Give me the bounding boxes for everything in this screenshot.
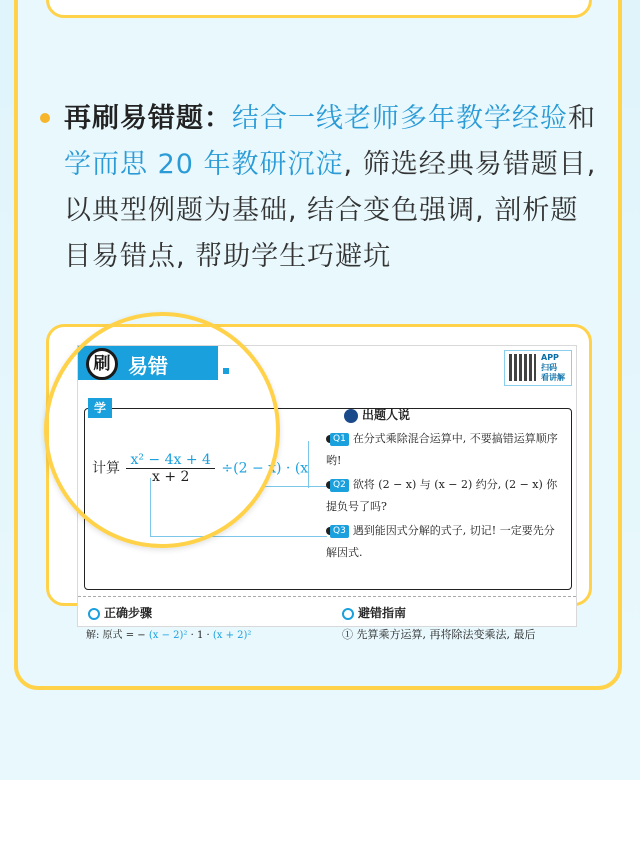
connector-line bbox=[308, 441, 309, 488]
previous-card-bottom bbox=[46, 0, 592, 18]
feature-heading: 再刷易错题： bbox=[64, 103, 232, 134]
section-title-guide bbox=[342, 604, 406, 621]
banner-chip: 刷 bbox=[86, 348, 118, 380]
qr-code-box[interactable] bbox=[504, 350, 572, 386]
feature-highlight-2: 学而思 20 年教研沉淀 bbox=[64, 149, 344, 180]
connector-line bbox=[263, 486, 328, 487]
note-text: 遇到能因式分解的式子, 切记! 一定要先分解因式. bbox=[326, 524, 555, 559]
section-divider bbox=[78, 596, 576, 598]
fraction-denominator: x + 2 bbox=[151, 469, 190, 485]
formula-tail: (x bbox=[294, 460, 309, 477]
question-note bbox=[326, 428, 564, 472]
teacher-icon bbox=[344, 409, 358, 423]
section-title-guide-text: 避错指南 bbox=[358, 606, 407, 620]
feature-text-1: 和 bbox=[568, 103, 596, 134]
bullet-dot-icon bbox=[40, 113, 50, 123]
feature-highlight-1: 结合一线老师多年教学经验 bbox=[232, 103, 568, 134]
magnifier-icon bbox=[88, 608, 100, 620]
banner-title: 易错 bbox=[128, 354, 168, 378]
note-text: 欲将 (2 − x) 与 (x − 2) 约分, (2 − x) 你提负号了吗? bbox=[326, 478, 558, 513]
author-heading-text: 出题人说 bbox=[362, 408, 411, 422]
question-note bbox=[326, 474, 564, 518]
section-title-correct-text: 正确步骤 bbox=[104, 606, 153, 620]
author-heading bbox=[344, 406, 410, 423]
feature-paragraph bbox=[64, 96, 604, 280]
qr-label-scan: 扫码 bbox=[541, 363, 557, 372]
learn-tag: 学 bbox=[88, 398, 112, 418]
solution-term-1: (x − 2)² bbox=[148, 630, 188, 641]
section-title-correct bbox=[88, 604, 152, 621]
note-text: 在分式乘除混合运算中, 不要搞错运算顺序哟! bbox=[326, 432, 558, 467]
qr-labels bbox=[541, 353, 565, 383]
solution-term-3: (x + 2)² bbox=[212, 630, 252, 641]
solution-prefix: 解: 原式 = − bbox=[86, 630, 146, 641]
note-tag: Q2 bbox=[330, 479, 349, 492]
fraction-numerator: x² − 4x + 4 bbox=[126, 452, 214, 469]
qr-code-icon bbox=[509, 354, 536, 381]
formula-prefix: 计算 bbox=[92, 460, 120, 477]
qr-label-app: APP bbox=[541, 353, 559, 362]
solution-term-2: 1 bbox=[196, 630, 204, 641]
solution-line: 解: 原式 = − (x − 2)² · 1 · (x + 2)² bbox=[86, 630, 252, 641]
magnifier-lens bbox=[44, 312, 280, 548]
question-note bbox=[326, 520, 564, 564]
note-tag: Q3 bbox=[330, 525, 349, 538]
qr-label-watch: 看讲解 bbox=[541, 373, 565, 382]
note-tag: Q1 bbox=[330, 433, 349, 446]
formula-middle: ÷(2 − x) · bbox=[221, 460, 291, 477]
pin-icon bbox=[342, 608, 354, 620]
tip-line: ① 先算乘方运算, 再将除法变乘法, 最后 bbox=[342, 628, 536, 641]
feature-text-2: , 筛选经典易错题目, 以典型例题为基础, 结合变色强调, 剖析题目易错点, 帮助学生巧避坑 bbox=[64, 149, 597, 272]
